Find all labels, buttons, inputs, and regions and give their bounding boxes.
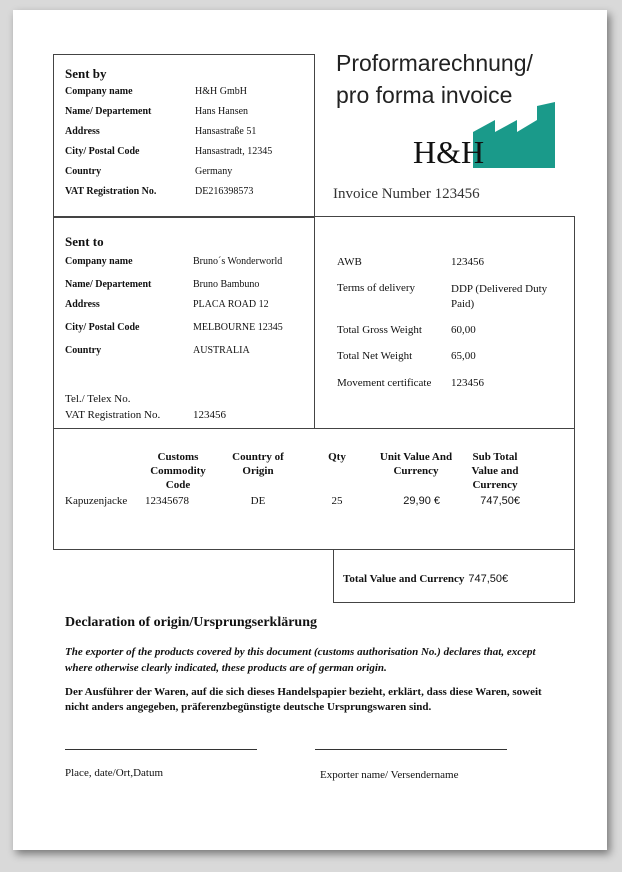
row-code: 12345678 xyxy=(145,495,189,507)
recipient-value-company: Bruno´s Wonderworld xyxy=(193,256,283,267)
shipping-value-gross: 60,00 xyxy=(451,324,476,336)
header-sub-total: Sub Total Value and Currency xyxy=(471,451,519,491)
signature-line-exporter xyxy=(315,749,507,750)
sender-label-company: Company name xyxy=(65,86,133,97)
sender-value-name: Hans Hansen xyxy=(195,106,249,117)
shipping-box xyxy=(314,216,575,429)
recipient-box xyxy=(53,216,315,429)
recipient-label-name: Name/ Departement xyxy=(65,279,152,290)
declaration-german: Der Ausführer der Waren, auf die sich dieses Handelspapier bezieht, erklärt, dass diese Waren, soweit nicht anders angegeben, präferenzbegünstigte deutsche Ursprungswaren sind. xyxy=(65,686,542,713)
recipient-label-address: Address xyxy=(65,299,100,310)
signature-place-label: Place, date/Ort,Datum xyxy=(65,767,164,779)
sender-heading: Sent by xyxy=(65,66,107,81)
items-table xyxy=(53,428,575,550)
sender-label-country: Country xyxy=(65,166,102,177)
company-logo xyxy=(413,102,559,172)
title-line-2: pro forma invoice xyxy=(336,82,513,108)
shipping-label-gross: Total Gross Weight xyxy=(337,324,422,336)
invoice-number: Invoice Number 123456 xyxy=(333,186,480,202)
total-value: 747,50€ xyxy=(468,573,509,585)
sender-value-company: H&H GmbH xyxy=(195,86,247,97)
declaration-english: The exporter of the products covered by this document (customs authorisation No.) declares that, except where otherwise clearly indicated, these products are of german origin. xyxy=(65,646,536,674)
shipping-label-movement: Movement certificate xyxy=(337,377,432,389)
sender-label-vat: VAT Registration No. xyxy=(65,186,157,197)
shipping-label-terms: Terms of delivery xyxy=(337,282,416,294)
row-qty: 25 xyxy=(331,495,343,507)
recipient-value-city: MELBOURNE 12345 xyxy=(193,322,283,333)
shipping-value-movement: 123456 xyxy=(451,377,484,389)
header-customs-code: Customs Commodity Code xyxy=(150,451,206,491)
recipient-value-name: Bruno Bambuno xyxy=(193,279,260,290)
header-qty: Qty xyxy=(328,451,346,463)
recipient-label-company: Company name xyxy=(65,256,133,267)
recipient-value-address: PLACA ROAD 12 xyxy=(193,299,269,310)
shipping-value-net: 65,00 xyxy=(451,350,476,362)
row-unit-value: 29,90 € xyxy=(403,495,440,507)
total-label: Total Value and Currency xyxy=(343,573,465,585)
recipient-label-country: Country xyxy=(65,345,102,356)
row-origin: DE xyxy=(250,495,266,507)
invoice-page xyxy=(13,10,607,850)
shipping-label-net: Total Net Weight xyxy=(337,350,413,362)
sender-value-vat: DE216398573 xyxy=(195,186,254,197)
recipient-value-country: AUSTRALIA xyxy=(193,345,250,356)
signature-exporter-label: Exporter name/ Versendername xyxy=(320,769,459,781)
table-row xyxy=(54,495,574,511)
recipient-heading: Sent to xyxy=(65,234,104,249)
title-line-1: Proformarechnung/ xyxy=(336,50,533,76)
sender-box xyxy=(53,54,315,218)
total-line xyxy=(343,569,508,587)
sender-label-address: Address xyxy=(65,126,100,137)
header-unit-value: Unit Value And Currency xyxy=(379,451,453,477)
logo-text: H&H xyxy=(413,134,485,170)
sender-value-country: Germany xyxy=(195,166,233,177)
header-country-origin: Country of Origin xyxy=(232,451,284,477)
signature-line-place xyxy=(65,749,257,750)
recipient-vat-label: VAT Registration No. xyxy=(65,409,161,421)
shipping-value-awb: 123456 xyxy=(451,256,484,268)
recipient-vat-value: 123456 xyxy=(193,409,226,421)
sender-label-name: Name/ Departement xyxy=(65,106,152,117)
shipping-value-terms: DDP (Delivered Duty Paid) xyxy=(451,283,548,310)
recipient-tel-label: Tel./ Telex No. xyxy=(65,393,131,405)
recipient-label-city: City/ Postal Code xyxy=(65,322,140,333)
sender-value-city: Hansastradt, 12345 xyxy=(195,146,273,157)
sender-value-address: Hansastraße 51 xyxy=(195,126,257,137)
row-sub-total: 747,50€ xyxy=(480,495,520,507)
total-box xyxy=(333,549,575,603)
row-description: Kapuzenjacke xyxy=(65,495,128,507)
declaration-heading: Declaration of origin/Ursprungserklärung xyxy=(65,615,317,630)
shipping-label-awb: AWB xyxy=(337,256,362,268)
sender-label-city: City/ Postal Code xyxy=(65,146,140,157)
